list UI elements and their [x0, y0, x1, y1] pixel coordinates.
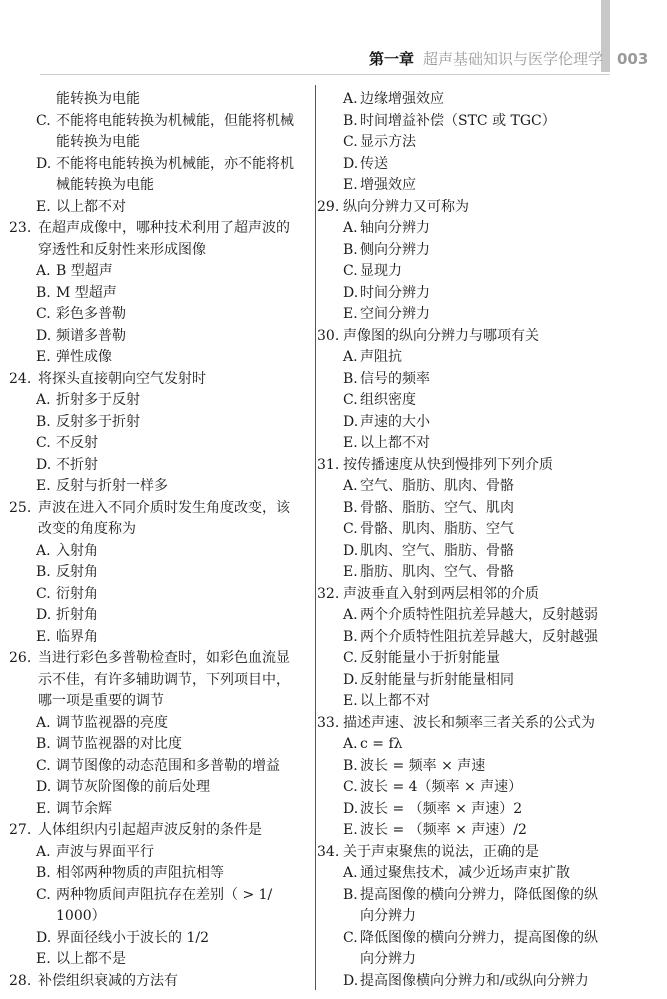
option-label: D. [343, 284, 359, 301]
question-stem [0, 369, 312, 391]
answer-option [316, 605, 616, 627]
question-text: 声波在进入不同介质时发生角度改变，该 [38, 499, 290, 516]
question-text: 改变的角度称为 [38, 521, 136, 537]
option-label: E. [343, 177, 358, 193]
option-text: 信号的频率 [360, 370, 430, 387]
answer-option [316, 369, 616, 391]
answer-option [0, 949, 312, 971]
option-text: 时间增益补偿（STC 或 TGC） [360, 112, 556, 129]
option-text: 折射多于反射 [56, 392, 140, 408]
option-label: C. [36, 306, 51, 322]
answer-option [0, 562, 312, 584]
option-label: C. [36, 435, 51, 451]
option-text: c = fλ [360, 736, 403, 752]
header-rule [40, 74, 610, 75]
answer-option [316, 562, 616, 584]
option-text: 两个介质特性阻抗差异越大，反射越弱 [360, 607, 598, 623]
option-label: A. [343, 865, 358, 881]
option-label: B. [36, 284, 51, 301]
answer-option [316, 89, 616, 111]
option-text: 提高图像的横向分辨力，降低图像的纵 [360, 886, 598, 903]
option-text: 反射角 [56, 564, 98, 580]
option-text: 以上都不对 [56, 198, 126, 215]
option-label: D. [343, 671, 359, 688]
answer-option [0, 842, 312, 864]
question-number: 25. [9, 499, 32, 516]
option-text: 向分辨力 [360, 908, 416, 924]
page-header [0, 0, 667, 80]
option-continuation [316, 906, 616, 928]
option-text: 向分辨力 [360, 951, 416, 967]
question-stem [316, 713, 616, 735]
question-text: 当进行彩色多普勒检查时，如彩色血流显 [38, 650, 290, 666]
option-text: 声阻抗 [360, 349, 402, 365]
option-text: 以上都不对 [360, 693, 430, 709]
option-text: 界面径线小于波长的 1/2 [56, 929, 209, 946]
option-continuation [0, 175, 312, 197]
answer-option [316, 734, 616, 756]
question-text: 哪一项是重要的调节 [38, 693, 164, 709]
option-text: 1000） [56, 908, 106, 924]
option-text: 空气、脂肪、肌肉、骨骼 [360, 478, 514, 494]
answer-option [0, 928, 312, 950]
option-label: A. [343, 736, 358, 752]
option-text: 入射角 [56, 542, 98, 559]
question-stem-continuation [0, 240, 312, 262]
answer-option [316, 928, 616, 950]
option-label: B. [343, 757, 358, 774]
answer-option [316, 304, 616, 326]
left-column [0, 89, 312, 992]
option-label: B. [343, 886, 358, 903]
option-label: E. [36, 800, 51, 817]
question-text: 补偿组织衰减的方法有 [38, 972, 178, 989]
answer-option [0, 734, 312, 756]
option-label: D. [343, 800, 359, 817]
option-text: 反射能量小于折射能量 [360, 650, 500, 666]
answer-option [316, 498, 616, 520]
option-text: 波长 = 4（频率 × 声速） [360, 779, 523, 795]
answer-option [0, 476, 312, 498]
answer-option [316, 648, 616, 670]
option-text: M 型超声 [56, 284, 117, 301]
option-text: 衍射角 [56, 585, 98, 602]
option-text: 边缘增强效应 [360, 91, 444, 107]
option-label: D. [36, 327, 52, 344]
answer-option [316, 218, 616, 240]
option-label: B. [36, 564, 51, 580]
option-text: 波长 = （频率 × 声速）/2 [360, 822, 527, 838]
question-number: 28. [9, 972, 32, 989]
question-text: 描述声速、波长和频率三者关系的公式为 [343, 714, 595, 731]
question-number: 27. [9, 822, 32, 838]
question-stem [0, 820, 312, 842]
option-label: A. [343, 478, 358, 494]
question-text: 按传播速度从快到慢排列下列介质 [343, 456, 553, 473]
option-text: 不折射 [56, 456, 98, 473]
question-stem-continuation [0, 519, 312, 541]
option-text: 增强效应 [360, 177, 416, 193]
option-text: 通过聚焦技术，减少近场声束扩散 [360, 865, 570, 881]
answer-option [316, 670, 616, 692]
option-text: 不反射 [56, 435, 98, 451]
answer-option [316, 347, 616, 369]
answer-option [0, 885, 312, 907]
option-text: B 型超声 [56, 263, 113, 279]
answer-option [316, 111, 616, 133]
option-text: 相邻两种物质的声阻抗相等 [56, 865, 224, 881]
answer-option [316, 863, 616, 885]
question-text: 声波垂直入射到两层相邻的介质 [343, 585, 539, 602]
answer-option [316, 154, 616, 176]
option-text: 骨骼、肌肉、脂肪、空气 [360, 521, 514, 537]
option-label: E. [36, 478, 51, 494]
answer-option [0, 283, 312, 305]
option-label: A. [343, 91, 358, 107]
option-continuation [0, 906, 312, 928]
option-continuation [0, 132, 312, 154]
option-label: D. [36, 929, 52, 946]
option-label: A. [36, 843, 51, 860]
answer-option [0, 756, 312, 778]
question-stem [316, 455, 616, 477]
option-text: 声波与界面平行 [56, 843, 154, 860]
answer-option [0, 412, 312, 434]
question-number: 34. [317, 843, 340, 860]
option-label: C. [36, 112, 51, 129]
option-label: C. [343, 779, 358, 795]
answer-option [316, 261, 616, 283]
option-text: 频谱多普勒 [56, 327, 126, 344]
answer-option [316, 885, 616, 907]
question-text: 示不佳，有许多辅助调节，下列项目中， [38, 671, 290, 688]
option-label: D. [36, 779, 52, 795]
option-continuation [316, 949, 616, 971]
option-label: B. [343, 370, 358, 387]
option-label: E. [343, 306, 358, 322]
option-label: A. [36, 542, 51, 559]
question-number: 24. [9, 370, 32, 387]
option-label: D. [343, 155, 359, 172]
option-label: D. [36, 607, 52, 623]
answer-option [316, 777, 616, 799]
question-number: 32. [317, 585, 340, 602]
option-text: 提高图像横向分辨力和/或纵向分辨力 [360, 972, 589, 989]
question-stem [0, 971, 312, 993]
question-stem-continuation [0, 691, 312, 713]
question-text: 声像图的纵向分辨力与哪项有关 [343, 327, 539, 344]
option-label: A. [343, 349, 358, 365]
option-label: E. [343, 564, 358, 580]
option-text: 能转换为电能 [56, 134, 140, 150]
option-text: 两个介质特性阻抗差异越大，反射越强 [360, 628, 598, 645]
question-stem [316, 326, 616, 348]
chapter-title: 第一章 [369, 50, 415, 68]
option-label: C. [343, 263, 358, 279]
option-label: B. [36, 413, 51, 430]
option-text: 不能将电能转换为机械能，亦不能将机 [56, 155, 294, 172]
question-stem [316, 197, 616, 219]
option-label: C. [343, 521, 358, 537]
answer-option [316, 541, 616, 563]
option-text: 组织密度 [360, 392, 416, 408]
answer-option [0, 154, 312, 176]
option-label: E. [36, 198, 51, 215]
option-text: 调节监视器的对比度 [56, 736, 182, 752]
question-number: 33. [317, 714, 340, 731]
answer-option [0, 627, 312, 649]
option-text: 调节图像的动态范围和多普勒的增益 [56, 757, 280, 774]
answer-option [316, 132, 616, 154]
answer-option [0, 799, 312, 821]
option-text: 调节监视器的亮度 [56, 714, 168, 731]
answer-option [0, 713, 312, 735]
option-text: 两种物质间声阻抗存在差别（ > 1/ [56, 886, 273, 903]
question-text: 在超声成像中，哪种技术利用了超声波的 [38, 220, 290, 236]
option-text: 临界角 [56, 628, 98, 645]
option-text: 时间分辨力 [360, 284, 430, 301]
answer-option [0, 584, 312, 606]
question-text: 关于声束聚焦的说法，正确的是 [343, 843, 539, 860]
answer-option [0, 326, 312, 348]
option-text: 不能将电能转换为机械能，但能将机械 [56, 112, 294, 129]
option-label: D. [343, 972, 359, 989]
question-stem [316, 842, 616, 864]
answer-option [316, 240, 616, 262]
answer-option [316, 412, 616, 434]
option-text: 肌肉、空气、脂肪、骨骼 [360, 542, 514, 559]
option-text: 空间分辨力 [360, 306, 430, 322]
answer-option [316, 691, 616, 713]
answer-option [316, 799, 616, 821]
option-label: B. [36, 736, 51, 752]
answer-option [0, 541, 312, 563]
option-label: B. [343, 628, 358, 645]
option-text: 以上都不对 [360, 435, 430, 451]
option-text: 反射能量与折射能量相同 [360, 671, 514, 688]
option-label: E. [343, 693, 358, 709]
question-stem [0, 218, 312, 240]
answer-option [316, 283, 616, 305]
option-text: 以上都不是 [56, 951, 126, 967]
answer-option [0, 777, 312, 799]
option-label: A. [343, 220, 358, 236]
option-text: 彩色多普勒 [56, 306, 126, 322]
answer-option [316, 971, 616, 993]
question-number: 26. [9, 650, 32, 666]
answer-option [316, 433, 616, 455]
option-label: A. [343, 607, 358, 623]
option-text: 波长 = 频率 × 声速 [360, 757, 486, 774]
question-stem [0, 648, 312, 670]
option-text: 能转换为电能 [56, 91, 140, 107]
option-text: 波长 = （频率 × 声速）2 [360, 800, 523, 817]
option-label: E. [343, 822, 358, 838]
option-text: 侧向分辨力 [360, 241, 430, 258]
question-text: 纵向分辨力又可称为 [343, 198, 469, 215]
answer-option [316, 476, 616, 498]
right-column [316, 89, 616, 992]
question-number: 23. [9, 220, 32, 236]
option-label: C. [343, 392, 358, 408]
option-label: A. [36, 714, 51, 731]
question-text: 将探头直接朝向空气发射时 [38, 370, 206, 387]
option-label: B. [343, 499, 358, 516]
option-text: 降低图像的横向分辨力，提高图像的纵 [360, 929, 598, 946]
option-text: 骨骼、脂肪、空气、肌肉 [360, 499, 514, 516]
answer-option [316, 820, 616, 842]
option-label: D. [36, 155, 52, 172]
option-text: 传送 [360, 155, 388, 172]
option-text: 显示方法 [360, 134, 416, 150]
option-label: C. [343, 929, 358, 946]
option-label: A. [36, 263, 51, 279]
option-label: E. [36, 628, 51, 645]
question-text: 穿透性和反射性来形成图像 [38, 241, 206, 258]
option-text: 轴向分辨力 [360, 220, 430, 236]
question-stem [316, 584, 616, 606]
option-text: 弹性成像 [56, 349, 112, 365]
option-text: 反射多于折射 [56, 413, 140, 430]
chapter-subject: 超声基础知识与医学伦理学 [423, 50, 604, 68]
question-stem-continuation [0, 670, 312, 692]
option-text: 折射角 [56, 607, 98, 623]
answer-option [0, 863, 312, 885]
option-label: C. [36, 757, 51, 774]
question-stem [0, 498, 312, 520]
page-number: 003 [617, 50, 649, 68]
answer-option [316, 390, 616, 412]
option-label: D. [343, 542, 359, 559]
answer-option [0, 605, 312, 627]
option-text: 显现力 [360, 263, 402, 279]
option-label: B. [36, 865, 51, 881]
question-number: 31. [317, 456, 340, 473]
option-text: 调节灰阶图像的前后处理 [56, 779, 210, 795]
answer-option [316, 756, 616, 778]
answer-option [0, 111, 312, 133]
question-number: 29. [317, 198, 340, 215]
option-text: 械能转换为电能 [56, 177, 154, 193]
option-label: C. [36, 585, 51, 602]
option-text: 脂肪、肌肉、空气、骨骼 [360, 564, 514, 580]
answer-option [0, 455, 312, 477]
option-label: D. [343, 413, 359, 430]
option-label: C. [343, 650, 358, 666]
option-continuation [0, 89, 312, 111]
answer-option [316, 519, 616, 541]
answer-option [0, 304, 312, 326]
option-label: A. [36, 392, 51, 408]
answer-option [316, 175, 616, 197]
option-label: B. [343, 112, 358, 129]
option-label: E. [36, 349, 51, 365]
question-number: 30. [317, 327, 340, 344]
answer-option [0, 433, 312, 455]
answer-option [316, 627, 616, 649]
answer-option [0, 390, 312, 412]
option-label: E. [36, 951, 51, 967]
option-label: D. [36, 456, 52, 473]
question-text: 人体组织内引起超声波反射的条件是 [38, 822, 262, 838]
option-text: 调节余辉 [56, 800, 112, 817]
option-label: C. [36, 886, 51, 903]
answer-option [0, 347, 312, 369]
option-label: B. [343, 241, 358, 258]
answer-option [0, 261, 312, 283]
option-text: 反射与折射一样多 [56, 478, 168, 494]
option-text: 声速的大小 [360, 413, 430, 430]
answer-option [0, 197, 312, 219]
option-label: E. [343, 435, 358, 451]
option-label: C. [343, 134, 358, 150]
